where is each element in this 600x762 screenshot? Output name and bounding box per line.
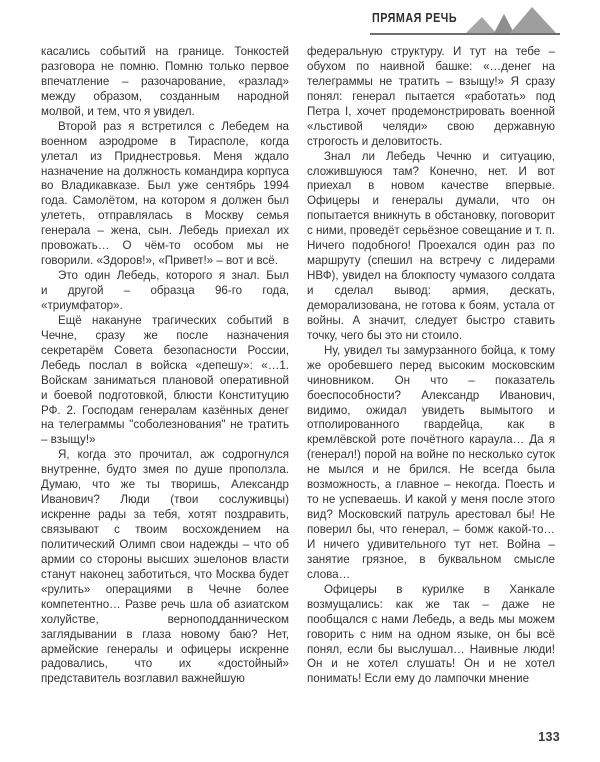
paragraph: Второй раз я встретился с Лебедем на военном аэродроме в Тирасполе, когда улетал из Приднестровья. Меня ждало назначение на должность командира корпуса во Владикавказе. Был уже сентябрь 1994 года. Самолётом, на котором я должен был улететь, отправлялась в Москву семья генерала – жена, сын. Лебедь приехал их провожать… О чём-то особом мы не говорили. «Здоров!», «Привет!» – вот и всё.	[41, 119, 289, 268]
paragraph: касались событий на границе. Тонкостей разговора не помню. Помню только первое впечатление – разочарование, «разлад» между образом, созданным народной молвой, и тем, что я увидел.	[41, 45, 289, 118]
paragraph: Знал ли Лебедь Чечню и ситуацию, сложившуюся там? Конечно, нет. И вот приехал в новом качестве впервые. Офицеры и генералы думали, что он попытается вникнуть в обстановку, поговорит с ними, проведёт серьёзное совещание и т. п. Ничего подобного! Проехался один раз по маршруту (спешил на встречу с лидерами НВФ), увидел на блокпосту чумазого солдата и сделал вывод: армия, дескать, деморализована, не готова к боям, устала от войны. А значит, следует быстро ставить точку, чего бы это ни стоило.	[307, 149, 555, 342]
paragraph: федеральную структуру. И тут на тебе – обухом по наивной башке: «…денег на телеграммы не тратить – взыщу!» Я сразу понял: генерал пытается «работать» под Петра I, хочет продемонстрировать военной «льстивой челяди» свою державную строгость и деловитость.	[307, 45, 555, 148]
mountains-icon	[466, 7, 562, 33]
paragraph: Ещё накануне трагических событий в Чечне, сразу же после назначения секретарём Совета безопасности России, Лебедь послал в войска «депешу»: «…1. Войскам заниматься плановой оперативной и боевой подготовкой, блюсти Конституцию РФ. 2. Господам генералам казённых денег на телеграммы "соболезнования" не тратить – взыщу!»	[41, 313, 289, 447]
running-header-title: ПРЯМАЯ РЕЧЬ	[372, 11, 458, 25]
body-column-left	[41, 45, 289, 687]
running-header	[370, 8, 560, 42]
body-column-right	[307, 45, 555, 687]
paragraph: Ну, увидел ты замурзанного бойца, к тому же оробевшего перед высоким московским чиновником. Он что – показатель боеспособности? Александр Иванович, видимо, ожидал увидеть вымытого и отполированного гвардейца, как в кремлёвской роте почётного караула… Да я (генерал!) порой на войне по несколько суток не мылся и не брился. Не всегда была возможность, а главное – некогда. Поесть и то не успеваешь. И какой у меня после этого вид? Московский патруль арестовал бы! Не поверил бы, что генерал, – бомж какой-то… И ничего удивительного тут нет. Война – занятие грязное, в буквальном смысле слова…	[307, 343, 555, 581]
paragraph: Я, когда это прочитал, аж содрогнулся внутренне, будто змея по душе проползла. Думаю, что же ты творишь, Александр Иванович? Люди (твои сослуживцы) искренне рады за тебя, хотят поздравить, связывают с твоим восхождением на политический Олимп свои надежды – что об армии со стороны высших эшелонов власти станут наконец заботиться, что Москва будет «рулить» операциями в Чечне более компетентно… Разве речь шла об азиатском холуйстве, верноподданническом заглядывании в глаза новому баю? Нет, армейские генералы и офицеры искренне радовались, что их «достойный» представитель возглавил важнейшую	[41, 448, 289, 686]
running-header-rule	[370, 33, 560, 35]
paragraph: Офицеры в курилке в Ханкале возмущались: как же так – даже не пообщался с нами Лебедь, а ведь мы можем говорить с ним на одном языке, он бы всё понял, если бы выслушал… Наивные люди! Он и не хотел слушать! Он и не хотел понимать! Если ему до лампочки мнение	[307, 582, 555, 686]
paragraph: Это один Лебедь, которого я знал. Был и другой – образца 96-го года, «триумфатор».	[41, 269, 289, 312]
page-number: 133	[538, 730, 560, 744]
